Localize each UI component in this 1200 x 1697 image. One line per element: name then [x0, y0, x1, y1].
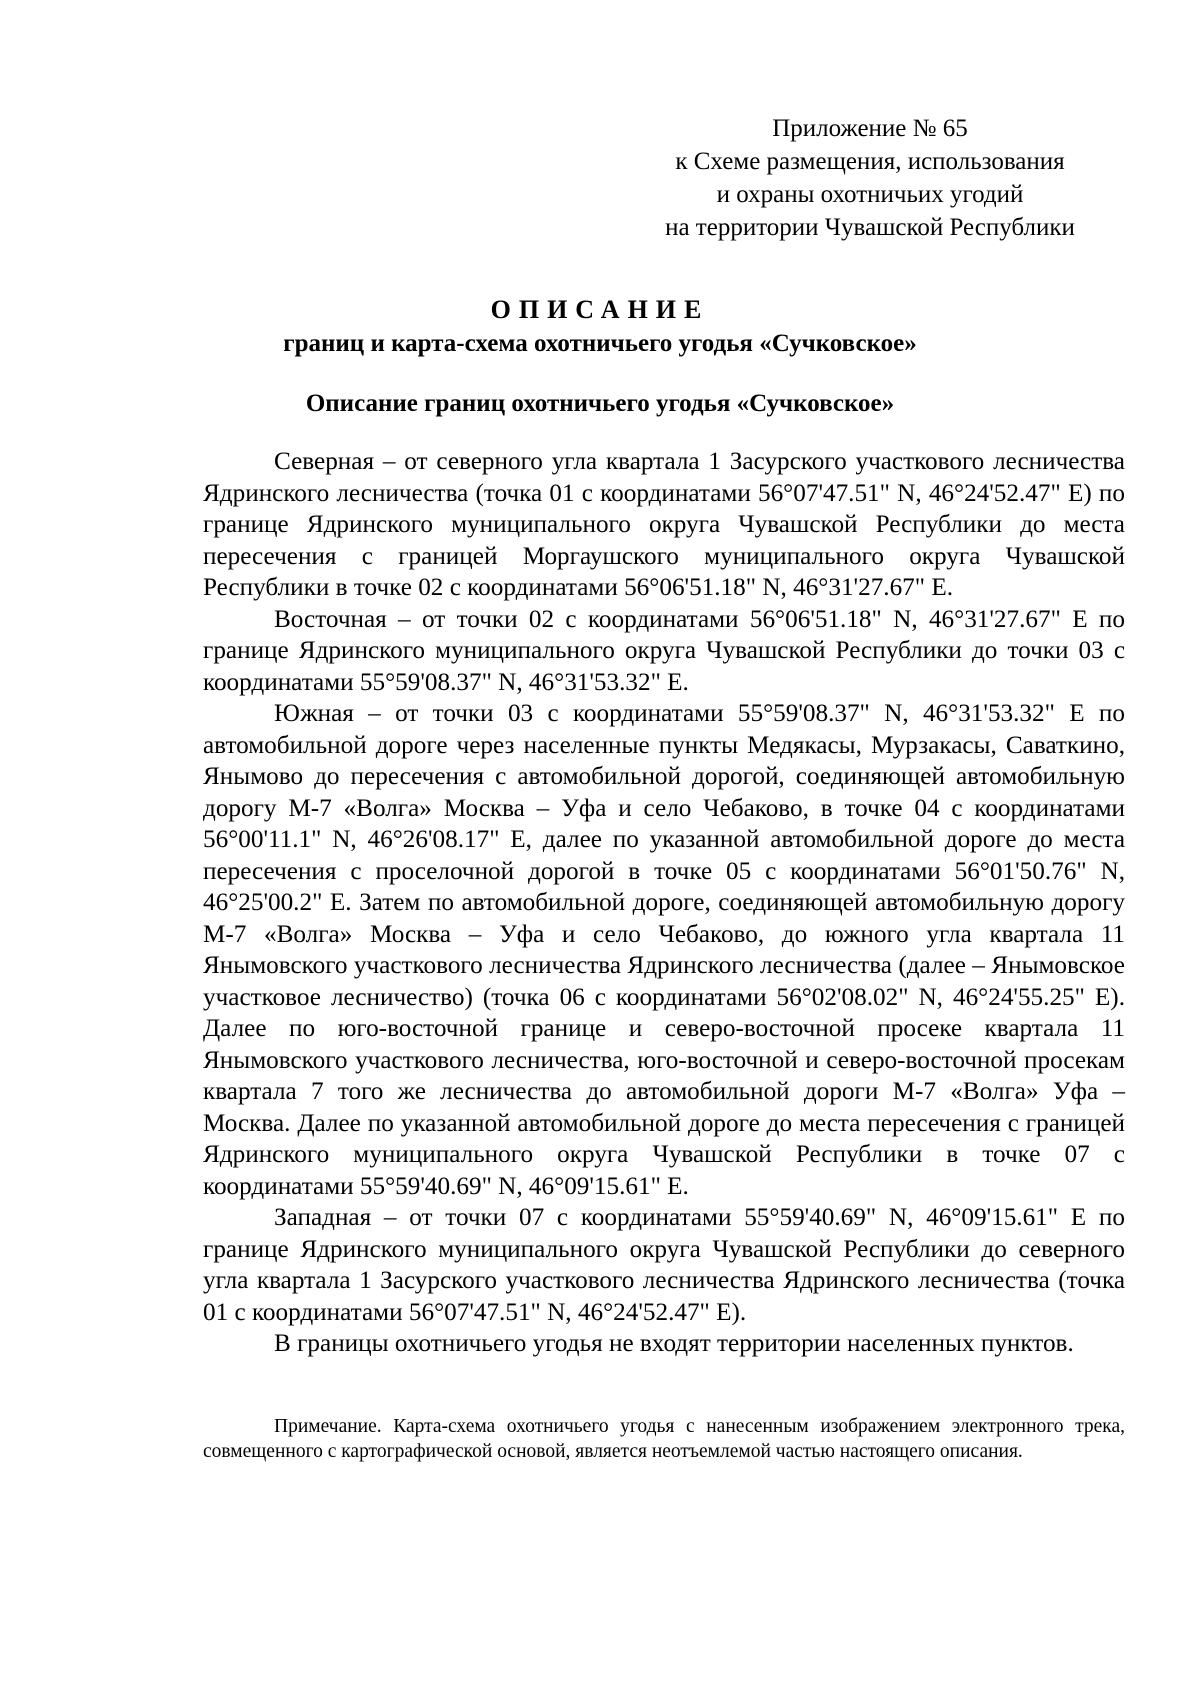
annex-line-3: и охраны охотничьих угодий [716, 181, 1024, 208]
paragraph-west: Западная – от точки 07 с координатами 55°59'40.69" N, 46°09'15.61" E по границе Ядринского муниципального округа Чувашской Республики до северного угла квартала 1 Засурского участкового лесничества Ядринского лесничества (точка 01 с координатами 56°07'47.51" N, 46°24'52.47" E). [203, 1204, 1125, 1326]
paragraph-north: Северная – от северного угла квартала 1 Засурского участкового лесничества Ядринского лесничества (точка 01 с координатами 56°07'47.51" N, 46°24'52.47" E) по границе Ядринского муниципального округа Чувашской Республики до места пересечения с границей Моргаушского муниципального округа Чувашской Республики в точке 02 с координатами 56°06'51.18" N, 46°31'27.67" E. [203, 448, 1125, 601]
annex-number: Приложение № 65 [772, 115, 968, 142]
annex-header [620, 112, 1120, 244]
document-body [203, 446, 1125, 1360]
annex-line-2: к Схеме размещения, использования [675, 148, 1065, 175]
annex-line-4: на территории Чувашской Республики [665, 214, 1075, 241]
paragraph-east: Восточная – от точки 02 с координатами 56°06'51.18" N, 46°31'27.67" E по границе Ядринского муниципального округа Чувашской Республики до точки 03 с координатами 55°59'08.37" N, 46°31'53.32" E. [203, 605, 1125, 696]
paragraph-exclusion: В границы охотничьего угодья не входят территории населенных пунктов. [274, 1330, 1074, 1357]
document-title: ОПИСАНИЕ [490, 295, 710, 324]
paragraph-south: Южная – от точки 03 с координатами 55°59'08.37" N, 46°31'53.32" E по автомобильной дороге через населенные пункты Медякасы, Мурзакасы, Саваткино, Янымово до пересечения с автомобильной дорогой, соединяющей автомобильную дорогу М-7 «Волга» Москва – Уфа и село Чебаково, в точке 04 с координатами 56°00'11.1" N, 46°26'08.17" E, далее по указанной автомобильной дороге до места пересечения с проселочной дорогой в точке 05 с координатами 56°01'50.76" N, 46°25'00.2" E. Затем по автомобильной дороге, соединяющей автомобильную дорогу М-7 «Волга» Москва – Уфа и село Чебаково, до южного угла квартала 11 Янымовского участкового лесничества Ядринского лесничества (далее – Янымовское участковое лесничество) (точка 06 с координатами 56°02'08.02" N, 46°24'55.25" E). Далее по юго-восточной границе и северо-восточной просеке квартала 11 Янымовского участкового лесничества, юго-восточной и северо-восточной просекам квартала 7 того же лесничества до автомобильной дороги М-7 «Волга» Уфа – Москва. Далее по указанной автомобильной дороге до места пересечения с границей Ядринского муниципального округа Чувашской Республики в точке 07 с координатами 55°59'40.69" N, 46°09'15.61" E. [203, 700, 1125, 1200]
document-subtitle: границ и карта-схема охотничьего угодья «Сучковское» [283, 330, 917, 357]
section-heading: Описание границ охотничьего угодья «Сучковское» [305, 390, 895, 417]
footnote: Примечание. Карта-схема охотничьего угодья с нанесенным изображением электронного трека, совмещенного с картографической основой, является неотъемлемой частью настоящего описания. [203, 1416, 1125, 1462]
